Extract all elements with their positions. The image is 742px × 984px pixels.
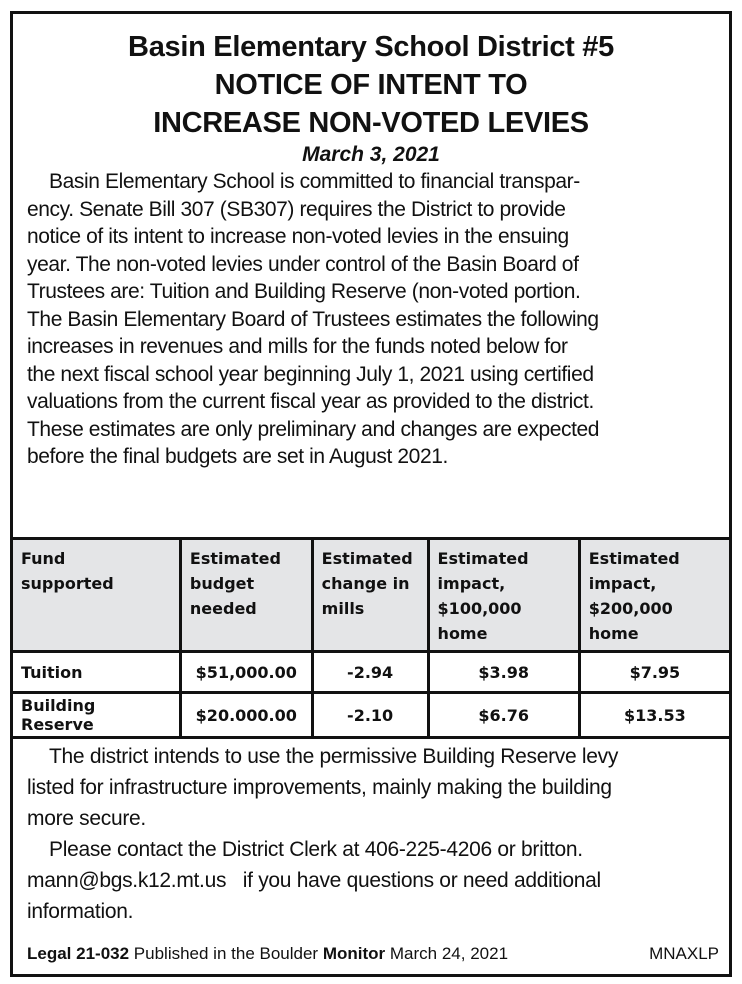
intro-line: The Basin Elementary Board of Trustees estimates the following: [27, 307, 599, 331]
cell-impact-200k: $7.95: [579, 652, 730, 693]
ad-code: MNAXLP: [649, 944, 719, 963]
intro-line: notice of its intent to increase non-voted levies in the ensuing: [27, 225, 569, 248]
intro-line: before the final budgets are set in August 2021.: [27, 445, 448, 468]
header-budget-needed: Estimated budget needed: [180, 539, 312, 652]
title-line-notice: NOTICE OF INTENT TO: [214, 69, 528, 101]
published-in-text: Published in the Boulder: [133, 944, 319, 963]
title-line-levies: INCREASE NON-VOTED LEVIES: [153, 107, 589, 139]
infrastructure-paragraph: [27, 741, 715, 834]
closing-line: more secure.: [27, 807, 146, 830]
legal-number: Legal 21-032: [27, 944, 130, 963]
closing-line: information.: [27, 900, 134, 923]
intro-line: Basin Elementary School is committed to financial transpar-: [49, 170, 580, 193]
cell-budget: $51,000.00: [180, 652, 312, 693]
title-line-district: Basin Elementary School District #5: [128, 31, 614, 63]
cell-impact-100k: $6.76: [428, 693, 579, 738]
intro-line: the next fiscal school year beginning July 1, 2021 using certified: [27, 362, 594, 386]
contact-paragraph: [27, 834, 715, 927]
closing-line: The district intends to use the permissive Building Reserve levy: [49, 745, 619, 768]
cell-budget: $20.000.00: [180, 693, 312, 738]
legal-notice: [10, 11, 732, 977]
levy-estimates-table: [10, 537, 732, 739]
header-impact-100k: Estimated impact, $100,000 home: [428, 539, 579, 652]
contact-email-line: mann@bgs.k12.mt.us if you have questions or need additional: [27, 869, 601, 892]
header-impact-200k: Estimated impact, $200,000 home: [579, 539, 730, 652]
intro-line: increases in revenues and mills for the funds noted below for: [27, 335, 568, 358]
header-change-in-mills: Estimated change in mills: [312, 539, 428, 652]
closing-text: [13, 741, 729, 927]
notice-title: [13, 28, 729, 142]
cell-mills-change: -2.94: [312, 652, 428, 693]
intro-line: ency. Senate Bill 307 (SB307) requires the District to provide: [27, 197, 566, 221]
closing-line: listed for infrastructure improvements, mainly making the building: [27, 776, 612, 799]
table-row-tuition: [12, 652, 731, 693]
closing-line: Please contact the District Clerk at 406-225-4206 or britton.: [49, 838, 583, 861]
cell-fund: Building Reserve: [12, 693, 181, 738]
publication-date: March 24, 2021: [389, 944, 509, 963]
header-fund-supported: Fund supported: [12, 539, 181, 652]
intro-line: These estimates are only preliminary and changes are expected: [27, 417, 600, 441]
intro-line: year. The non-voted levies under control of the Basin Board of: [27, 252, 579, 276]
intro-paragraph: [13, 168, 729, 471]
table-row-building-reserve: [12, 693, 731, 738]
notice-date: March 3, 2021: [302, 143, 440, 166]
intro-line: valuations from the current fiscal year as provided to the district.: [27, 390, 594, 413]
table-header-row: [12, 539, 731, 652]
publication-name: Monitor: [322, 944, 386, 963]
cell-fund: Tuition: [12, 652, 181, 693]
cell-mills-change: -2.10: [312, 693, 428, 738]
publication-footer: [27, 944, 719, 964]
intro-line: Trustees are: Tuition and Building Reserve (non-voted portion.: [27, 280, 581, 303]
cell-impact-100k: $3.98: [428, 652, 579, 693]
cell-impact-200k: $13.53: [579, 693, 730, 738]
